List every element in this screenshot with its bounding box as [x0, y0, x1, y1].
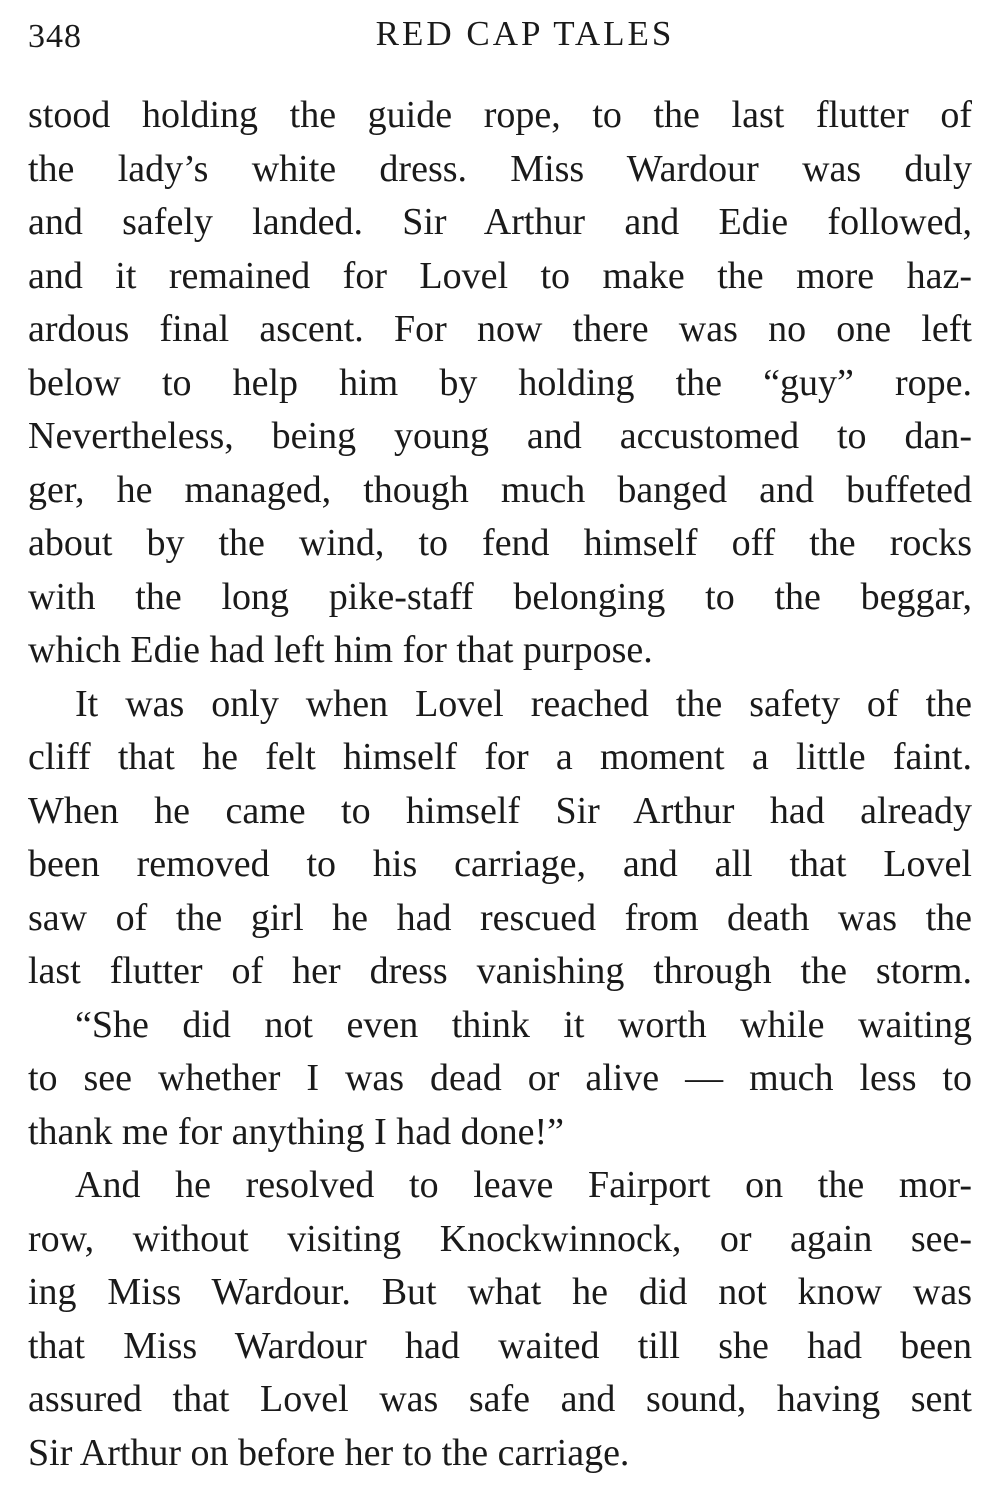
text-line: ing Miss Wardour. But what he did not know was — [28, 1271, 972, 1313]
text-line: with the long pike-staff belonging to the beggar, — [28, 575, 972, 618]
text-line: last flutter of her dress vanishing through the storm. — [28, 950, 972, 992]
text-line: about by the wind, to fend himself off the rocks — [28, 522, 972, 564]
text-line: row, without visiting Knockwinnock, or again see- — [28, 1217, 972, 1260]
text-line: Sir Arthur on before her to the carriage. — [28, 1431, 630, 1474]
text-line: been removed to his carriage, and all that Lovel — [28, 843, 972, 885]
text-line: below to help him by holding the “guy” rope. — [28, 361, 972, 404]
text-line: “She did not even think it worth while waiting — [75, 1003, 972, 1046]
text-line: assured that Lovel was safe and sound, having sent — [28, 1378, 972, 1420]
paragraph-3 — [28, 999, 972, 1160]
text-line: which Edie had left him for that purpose. — [28, 629, 653, 671]
page-number: 348 — [28, 18, 82, 55]
text-line: and it remained for Lovel to make the more haz- — [28, 254, 972, 297]
text-line: to see whether I was dead or alive — much less to — [28, 1057, 972, 1099]
text-line: It was only when Lovel reached the safety of the — [75, 682, 972, 725]
text-line: thank me for anything I had done!” — [28, 1110, 565, 1153]
text-line: ger, he managed, though much banged and buffeted — [28, 468, 972, 511]
text-line: Nevertheless, being young and accustomed to dan- — [28, 415, 972, 457]
text-line: the lady’s white dress. Miss Wardour was duly — [28, 147, 972, 190]
text-line: cliff that he felt himself for a moment a little faint. — [28, 736, 972, 778]
body-text — [28, 89, 972, 1480]
running-title: RED CAP TALES — [375, 14, 675, 53]
running-head — [28, 14, 972, 60]
text-line: And he resolved to leave Fairport on the mor- — [75, 1164, 972, 1206]
text-line: stood holding the guide rope, to the last flutter of — [28, 94, 972, 136]
paragraph-1 — [28, 89, 972, 678]
paragraph-2 — [28, 678, 972, 999]
text-line: and safely landed. Sir Arthur and Edie followed, — [28, 201, 972, 243]
text-line: ardous final ascent. For now there was no one left — [28, 308, 972, 350]
text-line: saw of the girl he had rescued from death was the — [28, 896, 972, 939]
paragraph-4 — [28, 1159, 972, 1480]
text-line: that Miss Wardour had waited till she had been — [28, 1324, 972, 1367]
text-line: When he came to himself Sir Arthur had already — [28, 789, 972, 832]
